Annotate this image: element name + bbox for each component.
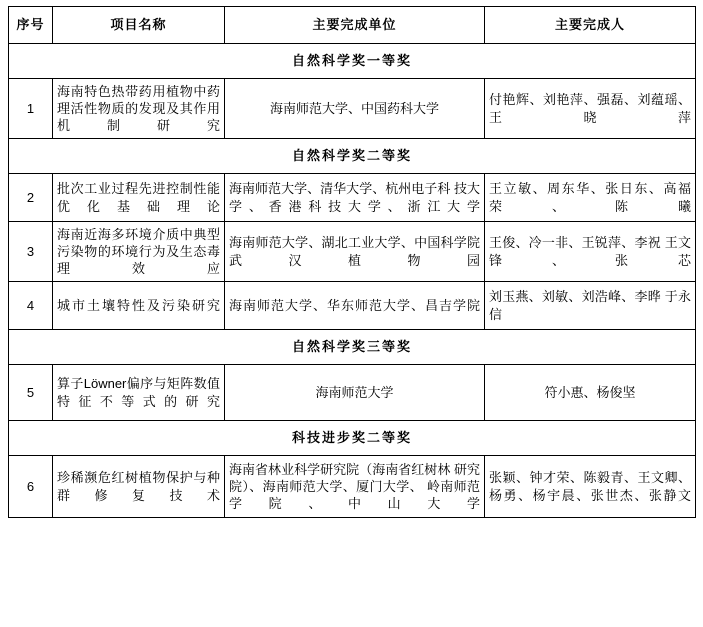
row-main-unit: 海南师范大学、华东师范大学、昌吉学院 [225, 282, 485, 330]
row-no: 5 [9, 365, 53, 421]
section-heading-row [9, 139, 696, 174]
row-main-people: 张颖、钟才荣、陈毅青、王文卿、杨勇、杨宇晨、张世杰、张静文 [485, 456, 696, 518]
column-header-main-people: 主要完成人 [485, 7, 696, 44]
row-no: 1 [9, 79, 53, 139]
row-project-name: 城市土壤特性及污染研究 [53, 282, 225, 330]
row-no: 3 [9, 222, 53, 282]
row-main-people: 王立敏、周东华、张日东、高福荣、陈曦 [485, 174, 696, 222]
award-list-table [8, 6, 696, 518]
row-main-people: 符小惠、杨俊坚 [485, 365, 696, 421]
row-project-name: 批次工业过程先进控制性能优化基础理论 [53, 174, 225, 222]
row-main-unit: 海南省林业科学研究院（海南省红树林 研究院）、海南师范大学、厦门大学、 岭南师范学院、中山大学 [225, 456, 485, 518]
column-header-no: 序号 [9, 7, 53, 44]
section-title: 自然科学奖三等奖 [9, 330, 696, 365]
row-main-unit: 海南师范大学、中国药科大学 [225, 79, 485, 139]
section-heading-row [9, 330, 696, 365]
row-main-unit: 海南师范大学、清华大学、杭州电子科 技大学、香港科技大学、浙江大学 [225, 174, 485, 222]
section-title: 自然科学奖二等奖 [9, 139, 696, 174]
section-heading-row [9, 44, 696, 79]
section-title: 自然科学奖一等奖 [9, 44, 696, 79]
table-row [9, 174, 696, 222]
row-no: 2 [9, 174, 53, 222]
row-project-name: 算子Löwner偏序与矩阵数值特征不等式的研究 [53, 365, 225, 421]
table-header-row [9, 7, 696, 44]
row-no: 6 [9, 456, 53, 518]
column-header-main-unit: 主要完成单位 [225, 7, 485, 44]
column-header-project-name: 项目名称 [53, 7, 225, 44]
row-main-unit: 海南师范大学 [225, 365, 485, 421]
table-row [9, 365, 696, 421]
section-heading-row [9, 421, 696, 456]
row-main-people: 王俊、冷一非、王锐萍、李祝 王文锋、张芯 [485, 222, 696, 282]
row-project-name: 海南近海多环境介质中典型污染物的环境行为及生态毒理效应 [53, 222, 225, 282]
row-main-people: 付艳辉、刘艳萍、强磊、刘蕴瑶、王晓萍 [485, 79, 696, 139]
row-main-unit: 海南师范大学、湖北工业大学、中国科学院武汉植物园 [225, 222, 485, 282]
row-project-name: 海南特色热带药用植物中药理活性物质的发现及其作用机制研究 [53, 79, 225, 139]
row-project-name: 珍稀濒危红树植物保护与种群修复技术 [53, 456, 225, 518]
table-row [9, 456, 696, 518]
table-row [9, 282, 696, 330]
row-no: 4 [9, 282, 53, 330]
section-title: 科技进步奖二等奖 [9, 421, 696, 456]
table-row [9, 222, 696, 282]
table-row [9, 79, 696, 139]
row-main-people: 刘玉燕、刘敏、刘浩峰、李晔 于永信 [485, 282, 696, 330]
